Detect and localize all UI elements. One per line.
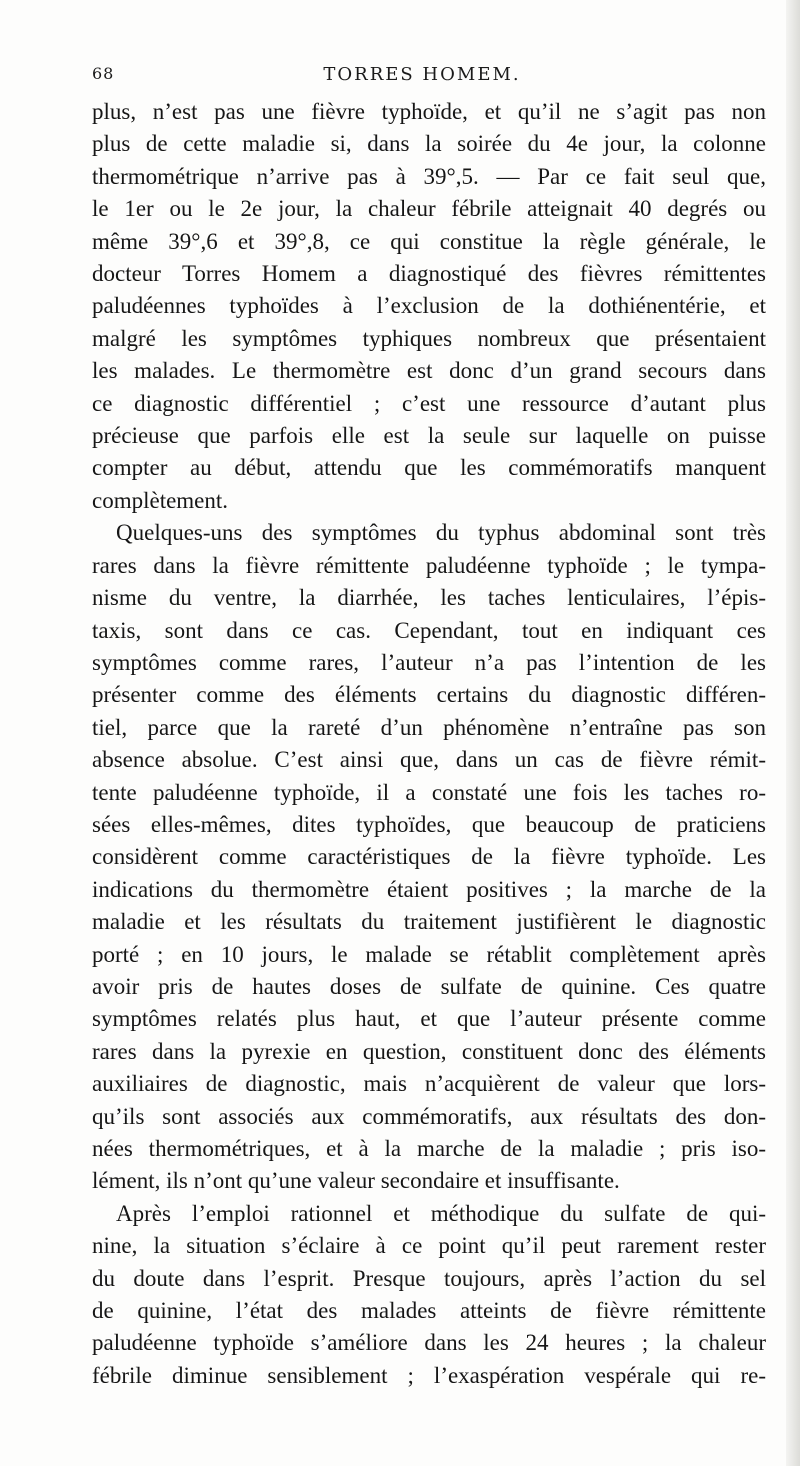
text-line: lément, ils n’ont qu’une valeur secondaire et insuffisante. [92, 1168, 620, 1194]
body-text [92, 96, 766, 1392]
text-line: taxis, sont dans ce cas. Cependant, tout en indiquant ces [92, 617, 766, 643]
text-line: absence absolue. C’est ainsi que, dans un cas de fièvre rémit- [92, 747, 766, 773]
text-line: rares dans la fièvre rémittente paludéenne typhoïde ; le tympa- [92, 552, 766, 578]
text-line: sées elles-mêmes, dites typhoïdes, que beaucoup de praticiens [92, 811, 766, 837]
text-line: considèrent comme caractéristiques de la fièvre typhoïde. Les [92, 844, 766, 870]
text-line: tiel, parce que la rareté d’un phénomène n’entraîne pas son [92, 714, 766, 740]
text-line: rares dans la pyrexie en question, constituent donc des éléments [92, 1038, 766, 1064]
text-line: Quelques-uns des symptômes du typhus abdominal sont très [116, 520, 766, 546]
text-line: plus de cette maladie si, dans la soirée du 4e jour, la colonne [92, 131, 766, 157]
text-line: malgré les symptômes typhiques nombreux que présentaient [92, 325, 766, 351]
text-line: les malades. Le thermomètre est donc d’un grand secours dans [92, 358, 766, 384]
text-line: tente paludéenne typhoïde, il a constaté une fois les taches ro- [92, 779, 766, 805]
text-line: thermométrique n’arrive pas à 39°,5. — Par ce fait seul que, [92, 163, 766, 189]
text-line: précieuse que parfois elle est la seule sur laquelle on puisse [92, 423, 766, 449]
running-head: TORRES HOMEM. [323, 64, 521, 85]
page-edge-shadow [786, 0, 800, 1466]
text-line: indications du thermomètre étaient positives ; la marche de la [92, 876, 766, 902]
text-line: qu’ils sont associés aux commémoratifs, aux résultats des don- [92, 1103, 766, 1129]
text-line: auxiliaires de diagnostic, mais n’acquièrent de valeur que lors- [92, 1071, 766, 1097]
text-line: fébrile diminue sensiblement ; l’exaspération vespérale qui re- [92, 1362, 766, 1388]
text-line: symptômes relatés plus haut, et que l’auteur présente comme [92, 1006, 766, 1032]
text-line: présenter comme des éléments certains du diagnostic différen- [92, 682, 766, 708]
page-header [92, 64, 752, 94]
text-line: complètement. [92, 487, 229, 513]
text-line: nées thermométriques, et à la marche de la maladie ; pris iso- [92, 1136, 766, 1161]
text-line: maladie et les résultats du traitement justifièrent le diagnostic [92, 909, 766, 935]
text-line: ce diagnostic différentiel ; c’est une ressource d’autant plus [92, 390, 766, 416]
text-line: paludéenne typhoïde s’améliore dans les 24 heures ; la chaleur [92, 1330, 766, 1356]
page-number: 68 [92, 64, 115, 83]
text-line: le 1er ou le 2e jour, la chaleur fébrile atteignait 40 degrés ou [92, 196, 766, 222]
text-line: paludéennes typhoïdes à l’exclusion de la dothiénentérie, et [92, 293, 766, 319]
text-line: plus, n’est pas une fièvre typhoïde, et qu’il ne s’agit pas non [92, 99, 766, 124]
text-line: nisme du ventre, la diarrhée, les taches lenticulaires, l’épis- [92, 585, 766, 611]
text-line: docteur Torres Homem a diagnostiqué des fièvres rémittentes [92, 261, 766, 287]
text-line: Après l’emploi rationnel et méthodique du sulfate de qui- [116, 1200, 766, 1226]
text-line: de quinine, l’état des malades atteints de fièvre rémittente [92, 1298, 766, 1324]
text-line: du doute dans l’esprit. Presque toujours, après l’action du sel [92, 1265, 766, 1291]
text-line: même 39°,6 et 39°,8, ce qui constitue la règle générale, le [92, 228, 766, 254]
text-line: symptômes comme rares, l’auteur n’a pas l’intention de les [92, 649, 766, 675]
text-line: porté ; en 10 jours, le malade se rétablit complètement après [92, 941, 766, 967]
text-line: nine, la situation s’éclaire à ce point qu’il peut rarement rester [92, 1233, 766, 1259]
text-line: compter au début, attendu que les commémoratifs manquent [92, 455, 766, 481]
text-line: avoir pris de hautes doses de sulfate de quinine. Ces quatre [92, 973, 766, 999]
